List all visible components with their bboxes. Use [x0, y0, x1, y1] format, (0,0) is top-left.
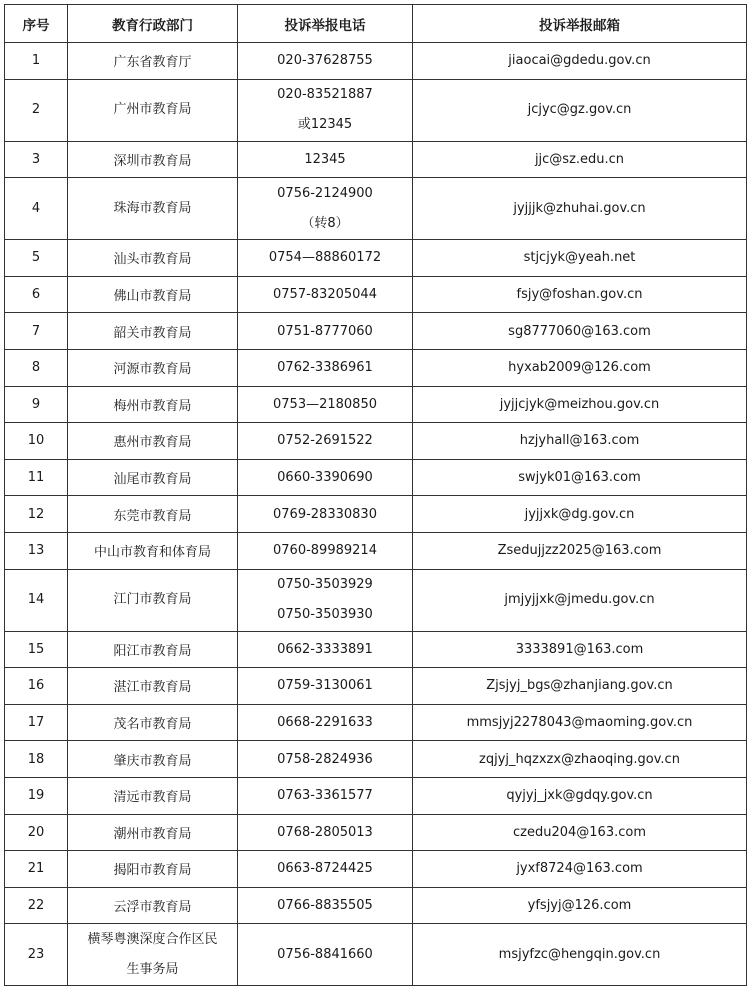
department-cell	[68, 79, 238, 141]
department-name: 汕头市教育局	[113, 252, 192, 268]
email-cell: jyxf8724@163.com	[413, 851, 747, 888]
email-cell: jjc@sz.edu.cn	[413, 141, 747, 178]
row-index: 10	[5, 423, 68, 460]
email-cell: mmsjyj2278043@maoming.gov.cn	[413, 704, 747, 741]
phone-cell	[238, 668, 413, 705]
department-cell	[68, 349, 238, 386]
department-cell	[68, 704, 238, 741]
phone-cell	[238, 79, 413, 141]
row-index: 14	[5, 569, 68, 631]
department-name: 茂名市教育局	[113, 717, 192, 733]
phone-number: 0768-2805013	[277, 824, 373, 840]
row-index: 6	[5, 276, 68, 313]
phone-number: 0750-3503929	[277, 577, 373, 593]
row-index: 2	[5, 79, 68, 141]
department-name: 阳江市教育局	[113, 643, 192, 659]
phone-number: 12345	[304, 151, 346, 167]
phone-cell	[238, 240, 413, 277]
phone-cell	[238, 496, 413, 533]
email-cell: msjyfzc@hengqin.gov.cn	[413, 924, 747, 986]
department-name: 深圳市教育局	[113, 153, 192, 169]
table-row	[5, 240, 747, 277]
email-cell: jyjjjk@zhuhai.gov.cn	[413, 178, 747, 240]
department-cell	[68, 141, 238, 178]
email-cell: jiaocai@gdedu.gov.cn	[413, 43, 747, 80]
row-index: 17	[5, 704, 68, 741]
department-cell	[68, 496, 238, 533]
department-cell	[68, 178, 238, 240]
table-row	[5, 141, 747, 178]
email-cell: yfsjyj@126.com	[413, 887, 747, 924]
department-cell	[68, 924, 238, 986]
phone-cell	[238, 141, 413, 178]
row-index: 13	[5, 532, 68, 569]
header-index: 序号	[5, 5, 68, 43]
department-name: 生事务局	[126, 961, 179, 977]
phone-cell	[238, 349, 413, 386]
table-row	[5, 924, 747, 986]
department-name: 佛山市教育局	[113, 289, 192, 305]
phone-number: 0750-3503930	[277, 607, 373, 623]
department-name: 惠州市教育局	[113, 435, 192, 451]
row-index: 22	[5, 887, 68, 924]
row-index: 16	[5, 668, 68, 705]
phone-number: 0668-2291633	[277, 715, 373, 731]
department-cell	[68, 276, 238, 313]
complaint-contacts-table	[4, 4, 747, 986]
table-header-row	[5, 5, 747, 43]
phone-number: 0759-3130061	[277, 678, 373, 694]
department-cell	[68, 851, 238, 888]
email-cell: qyjyj_jxk@gdqy.gov.cn	[413, 777, 747, 814]
department-name: 汕尾市教育局	[113, 472, 192, 488]
email-cell: stjcjyk@yeah.net	[413, 240, 747, 277]
email-cell: fsjy@foshan.gov.cn	[413, 276, 747, 313]
row-index: 9	[5, 386, 68, 423]
row-index: 23	[5, 924, 68, 986]
table-row	[5, 178, 747, 240]
phone-number: 0752-2691522	[277, 433, 373, 449]
department-name: 东莞市教育局	[113, 508, 192, 524]
table-row	[5, 423, 747, 460]
department-cell	[68, 668, 238, 705]
phone-cell	[238, 741, 413, 778]
department-name: 湛江市教育局	[113, 680, 192, 696]
phone-cell	[238, 704, 413, 741]
row-index: 19	[5, 777, 68, 814]
phone-cell	[238, 423, 413, 460]
phone-number: （转8）	[301, 215, 349, 231]
department-cell	[68, 532, 238, 569]
email-cell: czedu204@163.com	[413, 814, 747, 851]
department-cell	[68, 741, 238, 778]
email-cell: Zjsjyj_bgs@zhanjiang.gov.cn	[413, 668, 747, 705]
phone-number: 0660-3390690	[277, 470, 373, 486]
department-cell	[68, 423, 238, 460]
phone-cell	[238, 459, 413, 496]
table-row	[5, 459, 747, 496]
department-cell	[68, 887, 238, 924]
email-cell: swjyk01@163.com	[413, 459, 747, 496]
row-index: 3	[5, 141, 68, 178]
department-name: 江门市教育局	[113, 592, 192, 608]
row-index: 1	[5, 43, 68, 80]
email-cell: 3333891@163.com	[413, 631, 747, 668]
row-index: 4	[5, 178, 68, 240]
table-row	[5, 79, 747, 141]
email-cell: hzjyhall@163.com	[413, 423, 747, 460]
phone-number: 或12345	[297, 117, 353, 133]
phone-cell	[238, 887, 413, 924]
department-cell	[68, 43, 238, 80]
email-cell: jyjjcjyk@meizhou.gov.cn	[413, 386, 747, 423]
department-cell	[68, 814, 238, 851]
phone-number: 020-37628755	[277, 53, 373, 69]
department-cell	[68, 313, 238, 350]
phone-cell	[238, 178, 413, 240]
phone-cell	[238, 631, 413, 668]
department-name: 广州市教育局	[113, 102, 192, 118]
department-name: 韶关市教育局	[113, 325, 192, 341]
table-row	[5, 349, 747, 386]
department-name: 横琴粤澳深度合作区民	[87, 931, 218, 947]
phone-cell	[238, 313, 413, 350]
row-index: 18	[5, 741, 68, 778]
phone-number: 0757-83205044	[273, 287, 377, 303]
department-cell	[68, 386, 238, 423]
department-cell	[68, 569, 238, 631]
table-row	[5, 43, 747, 80]
phone-number: 0663-8724425	[277, 861, 373, 877]
row-index: 20	[5, 814, 68, 851]
email-cell: jcjyc@gz.gov.cn	[413, 79, 747, 141]
phone-cell	[238, 43, 413, 80]
header-phone: 投诉举报电话	[238, 5, 413, 43]
table-body	[5, 43, 747, 986]
table-row	[5, 313, 747, 350]
department-name: 肇庆市教育局	[113, 753, 192, 769]
email-cell: hyxab2009@126.com	[413, 349, 747, 386]
phone-number: 0769-28330830	[273, 506, 377, 522]
table-row	[5, 741, 747, 778]
department-cell	[68, 240, 238, 277]
phone-number: 0662-3333891	[277, 641, 373, 657]
department-cell	[68, 459, 238, 496]
phone-number: 0756-2124900	[277, 185, 373, 201]
phone-cell	[238, 276, 413, 313]
row-index: 11	[5, 459, 68, 496]
header-email: 投诉举报邮箱	[413, 5, 747, 43]
phone-number: 0766-8835505	[277, 897, 373, 913]
table-row	[5, 887, 747, 924]
table-row	[5, 777, 747, 814]
phone-number: 020-83521887	[277, 87, 373, 103]
department-name: 清远市教育局	[113, 790, 192, 806]
table-row	[5, 704, 747, 741]
table-row	[5, 276, 747, 313]
phone-number: 0763-3361577	[277, 788, 373, 804]
table-row	[5, 668, 747, 705]
department-name: 潮州市教育局	[113, 826, 192, 842]
email-cell: jyjjxk@dg.gov.cn	[413, 496, 747, 533]
email-cell: sg8777060@163.com	[413, 313, 747, 350]
phone-cell	[238, 814, 413, 851]
department-cell	[68, 777, 238, 814]
table-row	[5, 532, 747, 569]
row-index: 7	[5, 313, 68, 350]
row-index: 12	[5, 496, 68, 533]
department-cell	[68, 631, 238, 668]
table-row	[5, 569, 747, 631]
table-row	[5, 814, 747, 851]
department-name: 中山市教育和体育局	[93, 545, 211, 561]
phone-cell	[238, 777, 413, 814]
phone-number: 0754—88860172	[268, 250, 382, 266]
department-name: 广东省教育厅	[113, 55, 192, 71]
table-row	[5, 496, 747, 533]
department-name: 梅州市教育局	[113, 398, 192, 414]
phone-number: 0760-89989214	[273, 543, 377, 559]
phone-cell	[238, 569, 413, 631]
row-index: 21	[5, 851, 68, 888]
table-row	[5, 631, 747, 668]
table-row	[5, 386, 747, 423]
phone-number: 0753—2180850	[273, 396, 377, 412]
phone-cell	[238, 386, 413, 423]
department-name: 河源市教育局	[113, 362, 192, 378]
department-name: 揭阳市教育局	[113, 863, 192, 879]
header-department: 教育行政部门	[68, 5, 238, 43]
department-name: 云浮市教育局	[113, 899, 192, 915]
email-cell: Zsedujjzz2025@163.com	[413, 532, 747, 569]
row-index: 5	[5, 240, 68, 277]
email-cell: zqjyj_hqzxzx@zhaoqing.gov.cn	[413, 741, 747, 778]
phone-number: 0758-2824936	[277, 751, 373, 767]
phone-number: 0751-8777060	[277, 323, 373, 339]
email-cell: jmjyjjxk@jmedu.gov.cn	[413, 569, 747, 631]
phone-number: 0762-3386961	[277, 360, 373, 376]
department-name: 珠海市教育局	[113, 200, 192, 216]
phone-number: 0756-8841660	[277, 946, 373, 962]
table-row	[5, 851, 747, 888]
phone-cell	[238, 532, 413, 569]
phone-cell	[238, 924, 413, 986]
row-index: 15	[5, 631, 68, 668]
row-index: 8	[5, 349, 68, 386]
phone-cell	[238, 851, 413, 888]
